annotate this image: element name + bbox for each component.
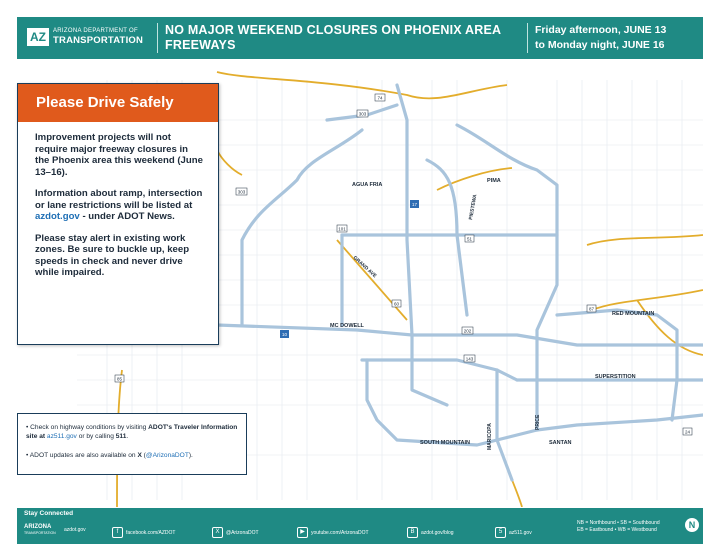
label-santan: SANTAN — [549, 440, 572, 446]
shield-87 — [587, 305, 596, 312]
label-piestewa: PIESTEWA — [468, 193, 479, 221]
footer-az-logo: ARIZONA TRANSPORTATION — [24, 524, 56, 535]
callout-paragraph-3: Please stay alert in existing work zones. Be sure to buckle up, keep speeds in check and never drive while impaired. — [35, 232, 190, 278]
x-icon: X — [212, 527, 223, 538]
az511-icon: 5 — [495, 527, 506, 538]
callout-paragraph-1: Improvement projects will not require major freeway closures in the Phoenix area this weekend (June 13–16). — [35, 132, 203, 178]
north-arrow-icon: N — [685, 518, 699, 532]
footer-link-youtube[interactable]: ▶ youtube.com/ArizonaDOT — [297, 527, 369, 538]
note1-a: Check on highway conditions by visiting — [30, 424, 149, 431]
shield-85 — [115, 375, 124, 382]
svg-text:303: 303 — [237, 189, 246, 195]
svg-text:303: 303 — [358, 111, 367, 117]
svg-text:74: 74 — [377, 95, 383, 101]
note1-d: 511 — [115, 432, 127, 440]
svg-text:51: 51 — [466, 236, 473, 242]
svg-text:24: 24 — [684, 429, 691, 435]
drive-safely-callout — [17, 83, 219, 345]
label-maricopa: MARICOPA — [487, 423, 493, 450]
label-mcdowell: MC DOWELL — [330, 323, 364, 329]
label-grand-ave: GRAND AVE — [351, 255, 378, 280]
callout-heading: Please Drive Safely — [18, 84, 218, 122]
header-divider — [527, 23, 528, 53]
note2-a: ADOT updates are also available on — [29, 452, 138, 459]
az511-link[interactable]: az511.gov — [46, 432, 77, 440]
label-superstition: SUPERSTITION — [595, 374, 636, 380]
footer-link-blog[interactable]: B azdot.gov/blog — [407, 527, 454, 538]
shield-51 — [465, 235, 474, 242]
callout-paragraph-2 — [35, 188, 204, 223]
date-start: Friday afternoon, JUNE 13 — [535, 24, 667, 36]
svg-text:17: 17 — [411, 202, 418, 207]
date-end: to Monday night, JUNE 16 — [535, 39, 665, 51]
callout-p2-text: Information about ramp, intersection or lane restrictions will be listed at — [35, 188, 203, 211]
note1-b: ADOT's Traveler Information site at — [26, 424, 238, 440]
footer-link-x[interactable]: X @ArizonaDOT — [212, 527, 259, 538]
shield-24 — [683, 428, 692, 435]
shield-303 — [357, 110, 368, 117]
logo-line-1: ARIZONA DEPARTMENT OF — [53, 28, 138, 34]
svg-text:60: 60 — [393, 301, 400, 307]
svg-text:85: 85 — [116, 376, 123, 382]
date-range — [535, 23, 705, 53]
direction-legend: NB = Northbound • SB = Southbound EB = Eastbound • WB = Westbound — [577, 520, 660, 533]
youtube-icon: ▶ — [297, 527, 308, 538]
label-pima: PIMA — [487, 178, 501, 184]
adot-logo[interactable] — [27, 26, 149, 48]
shield-i17 — [410, 200, 419, 208]
note-x-updates: • ADOT updates are also available on X (@ArizonaDOT). — [26, 452, 193, 459]
header-divider — [157, 23, 158, 53]
shield-202 — [462, 327, 473, 334]
arizonadot-x-link[interactable]: @ArizonaDOT — [145, 452, 189, 459]
shield-i10 — [280, 330, 289, 338]
label-south-mountain: SOUTH MOUNTAIN — [420, 440, 471, 446]
svg-text:10: 10 — [281, 332, 288, 337]
footer-link-website[interactable]: azdot.gov — [64, 527, 86, 533]
note2-b: X — [137, 452, 142, 459]
stay-connected-label: Stay Connected — [24, 510, 74, 517]
svg-text:87: 87 — [588, 306, 595, 312]
shield-101 — [337, 225, 347, 232]
svg-text:143: 143 — [465, 356, 474, 362]
adot-logo-mark: AZ — [27, 28, 49, 46]
info-notes — [17, 413, 247, 475]
label-price: PRICE — [535, 414, 541, 430]
shield-303-west — [236, 188, 247, 195]
shield-74 — [375, 94, 385, 101]
svg-text:101: 101 — [338, 226, 346, 232]
blog-icon: B — [407, 527, 418, 538]
callout-p2-tail: - under ADOT News. — [79, 211, 175, 222]
label-red-mountain: RED MOUNTAIN — [612, 311, 655, 317]
note-traveler-info: • Check on highway conditions by visiting ADOT's Traveler Information site at az511.gov or by calling 511. — [26, 424, 238, 440]
page-title: NO MAJOR WEEKEND CLOSURES ON PHOENIX AREA FREEWAYS — [165, 23, 501, 52]
svg-text:202: 202 — [463, 328, 472, 334]
footer-link-facebook[interactable]: f facebook.com/AZDOT — [112, 527, 175, 538]
shield-60 — [392, 300, 401, 307]
note1-c: or by calling — [76, 432, 116, 440]
facebook-icon: f — [112, 527, 123, 538]
azdot-link[interactable]: azdot.gov — [35, 211, 80, 222]
footer-link-az511[interactable]: 5 az511.gov — [495, 527, 532, 538]
header-banner — [17, 17, 703, 59]
shield-143 — [464, 355, 475, 362]
logo-line-2: TRANSPORTATION — [53, 35, 144, 46]
label-agua-fria: AGUA FRIA — [352, 182, 383, 188]
footer-bar — [17, 508, 703, 544]
